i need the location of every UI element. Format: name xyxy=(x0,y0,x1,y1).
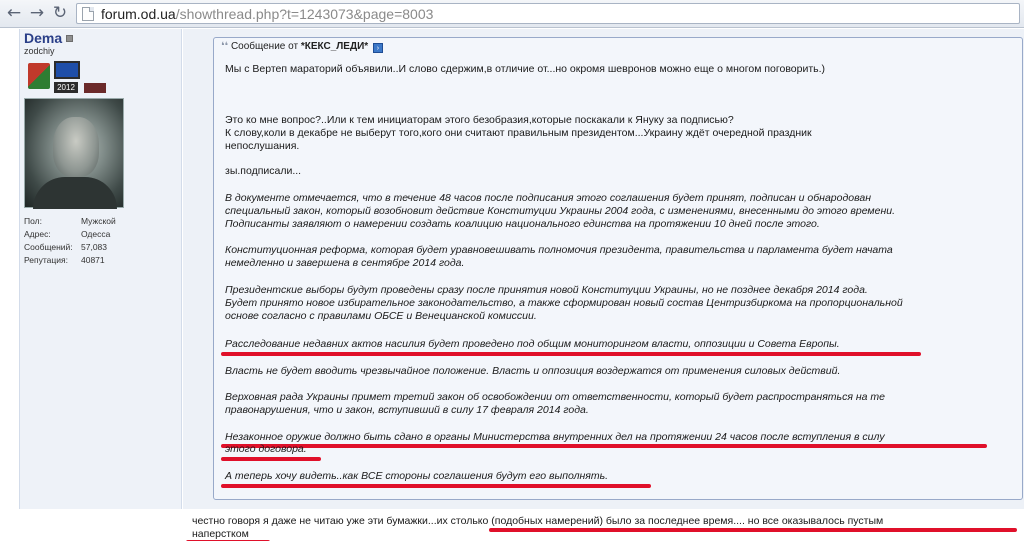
forward-arrow-icon[interactable]: → xyxy=(29,3,45,23)
quote-line: Конституционная реформа, которая будет уравновешивать полномочия президента, правительства и парламента будет начата xyxy=(225,244,893,256)
username-link[interactable]: Dema xyxy=(24,30,73,46)
quote-line: этого договора. xyxy=(225,443,307,455)
award-year: 2012 xyxy=(54,82,78,93)
quote-line: немедленно и завершена в сентябре 2014 года. xyxy=(225,257,465,269)
page-icon xyxy=(82,7,94,21)
quote-line: К слову,коли в декабре не выберут того,кого они считают правильным президентом...Украину ждёт очередной праздник xyxy=(225,127,812,139)
quote-line: А теперь хочу видеть..как ВСЕ стороны соглашения будут его выполнять. xyxy=(225,470,609,482)
red-underline xyxy=(489,528,1017,532)
award-flag-icon xyxy=(28,63,50,89)
offline-status-icon xyxy=(66,35,73,42)
award-ribbon-icon xyxy=(84,83,106,93)
view-post-icon[interactable]: › xyxy=(373,43,383,53)
quote-line: Президентские выборы будут проведены сразу после принятия новой Конституции Украины, но не позднее декабря 2014 года. xyxy=(225,284,868,296)
user-panel xyxy=(19,29,182,509)
quote-line: Это ко мне вопрос?..Или к тем инициаторам этого безобразия,которые поскакали к Януку за подписью? xyxy=(225,114,734,126)
red-underline xyxy=(221,352,921,356)
quote-line: Будет принято новое избирательное законодательство, а также сформирован новый состав Центризбиркома на пропорциональной xyxy=(225,297,903,309)
user-info: Пол: Мужской Адрес: Одесса Сообщений: 57,083 Репутация: 40871 xyxy=(24,216,116,265)
red-underline xyxy=(221,444,987,448)
quote-header: ❛❛ Сообщение от *КЕКС_ЛЕДИ* › xyxy=(221,41,383,53)
quote-line: специальный закон, который возобновит действие Конституции Украины 2004 года, с изменениями, внесенными до этого времени. xyxy=(225,205,895,217)
quote-line: зы.подписали... xyxy=(225,165,302,177)
quote-line: Расследование недавних актов насилия будет проведено под общим мониторингом власти, оппозиции и Совета Европы. xyxy=(225,338,840,350)
avatar[interactable] xyxy=(24,98,124,208)
quote-block xyxy=(213,37,1023,500)
post-body xyxy=(183,29,1024,540)
quote-line: В документе отмечается, что в течение 48 часов после подписания этого соглашения будет принят, подписан и обнародован xyxy=(225,192,871,204)
quote-line: основе согласно с правилами ОБСЕ и Венецианской комиссии. xyxy=(225,310,537,322)
red-underline xyxy=(221,484,651,488)
quote-line: Верховная рада Украины примет третий закон об освобождении от ответственности, который будет распространяться на те xyxy=(225,391,885,403)
user-awards xyxy=(24,61,124,93)
post-text-line: честно говоря я даже не читаю уже эти бумажки...их столько (подобных намерений) было за последнее время.... но все оказывалось пустым xyxy=(192,515,884,527)
forum-page xyxy=(0,29,1024,541)
quote-line: непослушания. xyxy=(225,140,300,152)
quote-line: Власть не будет вводить чрезвычайное положение. Власть и оппозиция воздержатся от применения силовых действий. xyxy=(225,365,841,377)
quote-line: Незаконное оружие должно быть сдано в органы Министерства внутренних дел на протяжении 24 часов после вступления в силу xyxy=(225,431,885,443)
quote-line: правонарушения, что и закон, вступивший в силу 17 февраля 2014 года. xyxy=(225,404,589,416)
address-bar[interactable] xyxy=(76,3,1020,24)
quote-line: Мы с Вертеп мараторий объявили..И слово сдержим,в отличие от...но окромя шевронов можно еще о многом поговорить.) xyxy=(225,63,826,75)
red-underline xyxy=(221,457,321,461)
browser-toolbar xyxy=(0,0,1024,28)
quote-line: Подписанты заявляют о намерении создать коалицию национального единства на протяжении 10 дней после этого. xyxy=(225,218,820,230)
back-arrow-icon[interactable]: ← xyxy=(6,3,22,23)
quote-author: *КЕКС_ЛЕДИ* xyxy=(300,41,369,52)
user-title: zodchiy xyxy=(24,46,55,56)
award-monitor-icon xyxy=(54,61,80,79)
post-text-line: наперстком xyxy=(192,528,249,540)
reload-icon[interactable]: ↻ xyxy=(52,3,68,23)
quote-icon: ❛❛ xyxy=(221,41,228,52)
url-text: forum.od.ua/showthread.php?t=1243073&page=8003 xyxy=(101,6,434,22)
